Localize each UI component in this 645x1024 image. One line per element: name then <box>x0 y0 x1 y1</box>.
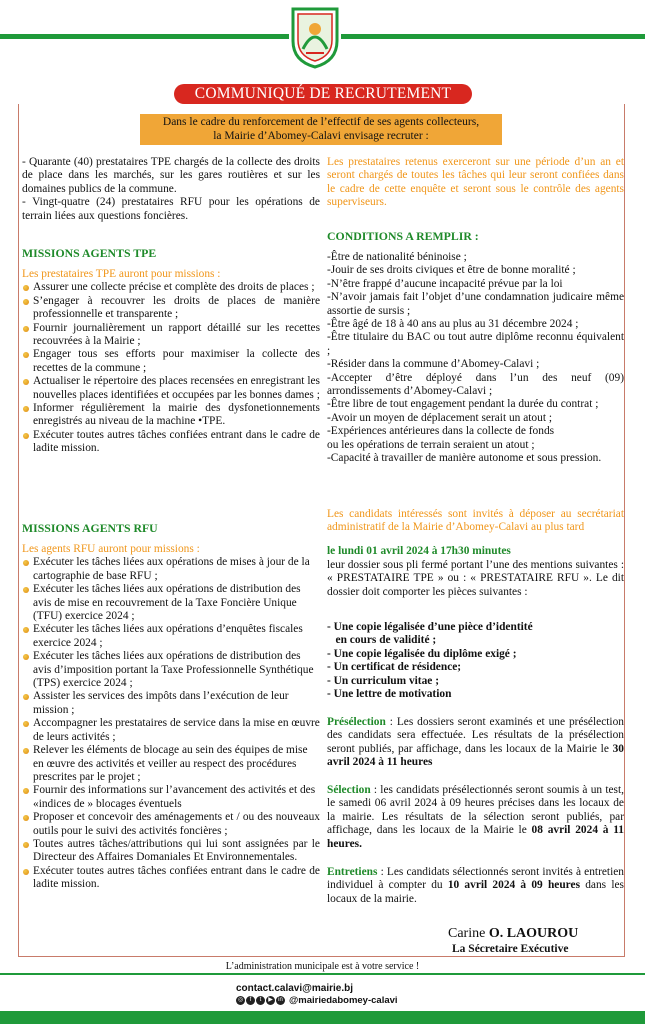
condition-item: -Être titulaire du BAC ou tout autre diplôme reconnu équivalent ; <box>327 331 624 357</box>
entretiens-paragraph <box>327 866 624 906</box>
condition-item: ou les opérations de terrain seraient un atout ; <box>327 438 535 451</box>
rfu-mission-item: Relever les éléments de blocage au sein des équipes de mise en œuvre des activités et veiller au respect des procédures prescrites par le projet ; <box>22 744 320 784</box>
selection-date: 08 avril 2024 à 11 heures. <box>327 824 624 850</box>
page-title: COMMUNIQUÉ DE RECRUTEMENT <box>174 84 472 104</box>
preselection-date: 30 avril 2024 à 11 heures <box>327 742 624 769</box>
piece-item: - Un certificat de résidence; <box>327 661 462 674</box>
intro-line: la Mairie d’Abomey-Calavi envisage recruter : <box>213 130 429 142</box>
tpe-mission-item: S’engager à recouvrer les droits de places de manière professionnelle et transparente ; <box>22 295 320 322</box>
rfu-heading: MISSIONS AGENTS RFU <box>22 521 158 535</box>
tpe-mission-item: Engager tous ses efforts pour maximiser la collecte des recettes de la commune ; <box>22 348 320 375</box>
rfu-mission-item: Exécuter les tâches liées aux opérations de mises à jour de la cartographie de base RFU ; <box>22 556 320 583</box>
signature-firstname: Carine <box>448 926 486 941</box>
condition-item: -Accepter d’être déployé dans l’un des neuf (09) arrondissements d’Abomey-Calavi ; <box>327 371 624 398</box>
entretiens-date: 10 avril 2024 à 09 heures <box>447 879 581 892</box>
rfu-mission-item: Exécuter les tâches liées aux opérations de distribution des avis de mise en recouvrement de la Taxe Foncière Unique (TFU) exercice 2024 ; <box>22 583 320 623</box>
preselection-paragraph <box>327 716 624 770</box>
tpe-mission-item: Exécuter toutes autres tâches confiées entrant dans le cadre de ladite mission. <box>22 429 320 456</box>
condition-item: -Être âgé de 18 à 40 ans au plus au 31 décembre 2024 ; <box>327 318 579 331</box>
preselection-label: Présélection <box>327 716 386 728</box>
footer-message: L’administration municipale est à votre service ! <box>225 961 420 972</box>
rfu-mission-item: Exécuter toutes autres tâches confiées entrant dans le cadre de ladite mission. <box>22 865 320 892</box>
selection-paragraph <box>327 784 624 851</box>
intro-banner <box>140 114 502 145</box>
contact-email[interactable]: contact.calavi@mairie.bj <box>236 983 354 994</box>
condition-item: -N’avoir jamais fait l’objet d’une condamnation judicaire même assortie de sursis ; <box>327 291 624 317</box>
bottom-green-bar <box>0 1011 645 1024</box>
social-row <box>236 995 398 1006</box>
social-handle[interactable]: @mairiedabomey-calavi <box>289 995 398 1006</box>
bottom-green-rule <box>0 973 645 975</box>
mairie-logo <box>289 5 341 69</box>
condition-item: -Jouir de ses droits civiques et être de bonne moralité ; <box>327 264 576 277</box>
intro-line: Dans le cadre du renforcement de l’effectif de ses agents collecteurs, <box>162 116 480 128</box>
pieces-list <box>327 621 624 701</box>
tpe-missions <box>22 268 320 456</box>
twitter-icon[interactable]: t <box>256 996 265 1005</box>
piece-item: en cours de validité ; <box>327 634 437 647</box>
condition-item: -Avoir un moyen de déplacement serait un atout ; <box>327 411 552 424</box>
rfu-mission-item: Exécuter les tâches liées aux opérations de distribution des avis d’imposition portant la Taxe Professionnelle Synthétique (TPS) exercice 2024 ; <box>22 650 320 690</box>
instagram-icon[interactable]: ◎ <box>237 997 244 1003</box>
tpe-heading: MISSIONS AGENTS TPE <box>22 246 157 260</box>
condition-item: -Capacité à travailler de manière autonome et sous pression. <box>327 452 602 465</box>
rfu-mission-item: Assister les services des impôts dans l’exécution de leur mission ; <box>22 690 320 717</box>
entretiens-tail: dans les locaux de la mairie. <box>327 879 624 905</box>
tpe-mission-item: Informer régulièrement la mairie des dysfonetionnements enregistrés au niveau de la machine •TPE. <box>22 402 320 429</box>
deadline-date-text: le lundi 01 avril 2024 à 17h30 minutes <box>327 545 511 557</box>
rfu-mission-item: Toutes autres tâches/attributions qui lui sont assignées par le Directeur des Affaires Domaniales Et Environnementales. <box>22 838 320 865</box>
piece-item: - Une lettre de motivation <box>327 688 452 701</box>
rfu-mission-item: Proposer et concevoir des aménagements et / ou des nouveaux outils pour le suivi des activités foncières ; <box>22 811 320 838</box>
rfu-mission-item: Fournir des informations sur l’avancement des activités et des «indices de » blocages éventuels <box>22 784 320 811</box>
tpe-section <box>22 247 320 260</box>
conditions-list <box>327 251 624 466</box>
tpe-subheading: Les prestataires TPE auront pour missions : <box>22 268 221 280</box>
poste-item: - Vingt-quatre (24) prestataires RFU pour les opérations de terrain liées aux questions foncières. <box>22 196 320 222</box>
entretiens-label: Entretiens <box>327 866 378 878</box>
linkedin-icon[interactable]: in <box>276 996 285 1005</box>
entretiens-text: : Les candidats sélectionnés seront invités à entretien individuel à compter du <box>327 866 624 892</box>
condition-item: -Être libre de tout engagement pendant la durée du contrat ; <box>327 398 599 411</box>
signature-lastname: O. LAOUROU <box>488 926 579 941</box>
signature-name <box>448 926 588 942</box>
periode-text: Les prestataires retenus exerceront sur une période d’un an et seront chargés de toutes les tâches qui leur seront confiées dans le cadre de cette enquête et seront sous le contrôle des agents superviseurs. <box>327 156 624 209</box>
deadline-date <box>327 545 624 558</box>
tpe-mission-item: Assurer une collecte précise et complète des droits de places ; <box>22 281 320 294</box>
piece-item: - Une copie légalisée du diplôme exigé ; <box>327 647 517 660</box>
preselection-text: : Les dossiers seront examinés et une présélection des candidats sera effectuée. Les résultats de la présélection seront publiés, par affichage, dans les locaux de la Mairie le <box>327 716 624 755</box>
poste-item: - Quarante (40) prestataires TPE chargés de la collecte des droits de place dans les marchés, sur les gares routières et sur les domaines publics de la commune. <box>22 156 320 195</box>
facebook-icon[interactable]: f <box>246 996 255 1005</box>
condition-item: -N’être frappé d’aucune incapacité prévue par la loi <box>327 277 563 290</box>
youtube-icon[interactable]: ▶ <box>266 996 275 1005</box>
rfu-section <box>22 522 320 535</box>
condition-item: -Résider dans la commune d’Abomey-Calavi ; <box>327 358 540 371</box>
rfu-mission-item: Accompagner les prestataires de service dans la mise en œuvre de leurs activités ; <box>22 717 320 744</box>
conditions-heading: CONDITIONS A REMPLIR : <box>327 229 479 243</box>
conditions-section <box>327 230 624 243</box>
condition-item: -Expériences antérieures dans la collecte de fonds <box>327 425 555 438</box>
selection-text: : les candidats présélectionnés seront soumis à un test, le samedi 06 avril 2024 à 09 heures précises dans les locaux de la mairie. Les résultats de la sélection seront publiés, par affichage, dans les locaux de la Mairie le <box>327 784 624 837</box>
tpe-mission-item: Fournir journalièrement un rapport détaillé sur les recettes recouvrées à la Mairie ; <box>22 322 320 349</box>
piece-item: - Une copie légalisée d’une pièce d’identité <box>327 621 533 633</box>
tpe-mission-item: Actualiser le répertoire des places recensées en enregistrant les nouvelles places identifiées et occupées par les bonnes dames ; <box>22 375 320 402</box>
invite-text: Les candidats intéressés sont invités à déposer au secrétariat administratif de la Mairie d’Abomey-Calavi au plus tard <box>327 508 624 534</box>
condition-item: -Être de nationalité béninoise ; <box>327 251 467 263</box>
rfu-mission-item: Exécuter les tâches liées aux opérations d’enquêtes fiscales exercice 2024 ; <box>22 623 320 650</box>
rfu-missions <box>22 543 320 892</box>
piece-item: - Un curriculum vitae ; <box>327 674 439 687</box>
selection-label: Sélection <box>327 784 371 796</box>
dossier-text: leur dossier sous pli fermé portant l’une des mentions suivantes : « PRESTATAIRE TPE » ou : « PRESTATAIRE RFU ». Le dit dossier doit comporter les pièces suivantes : <box>327 559 624 598</box>
signature-role: La Sécretaire Exécutive <box>452 943 569 955</box>
rfu-subheading: Les agents RFU auront pour missions : <box>22 543 200 555</box>
postes-list <box>22 156 320 223</box>
